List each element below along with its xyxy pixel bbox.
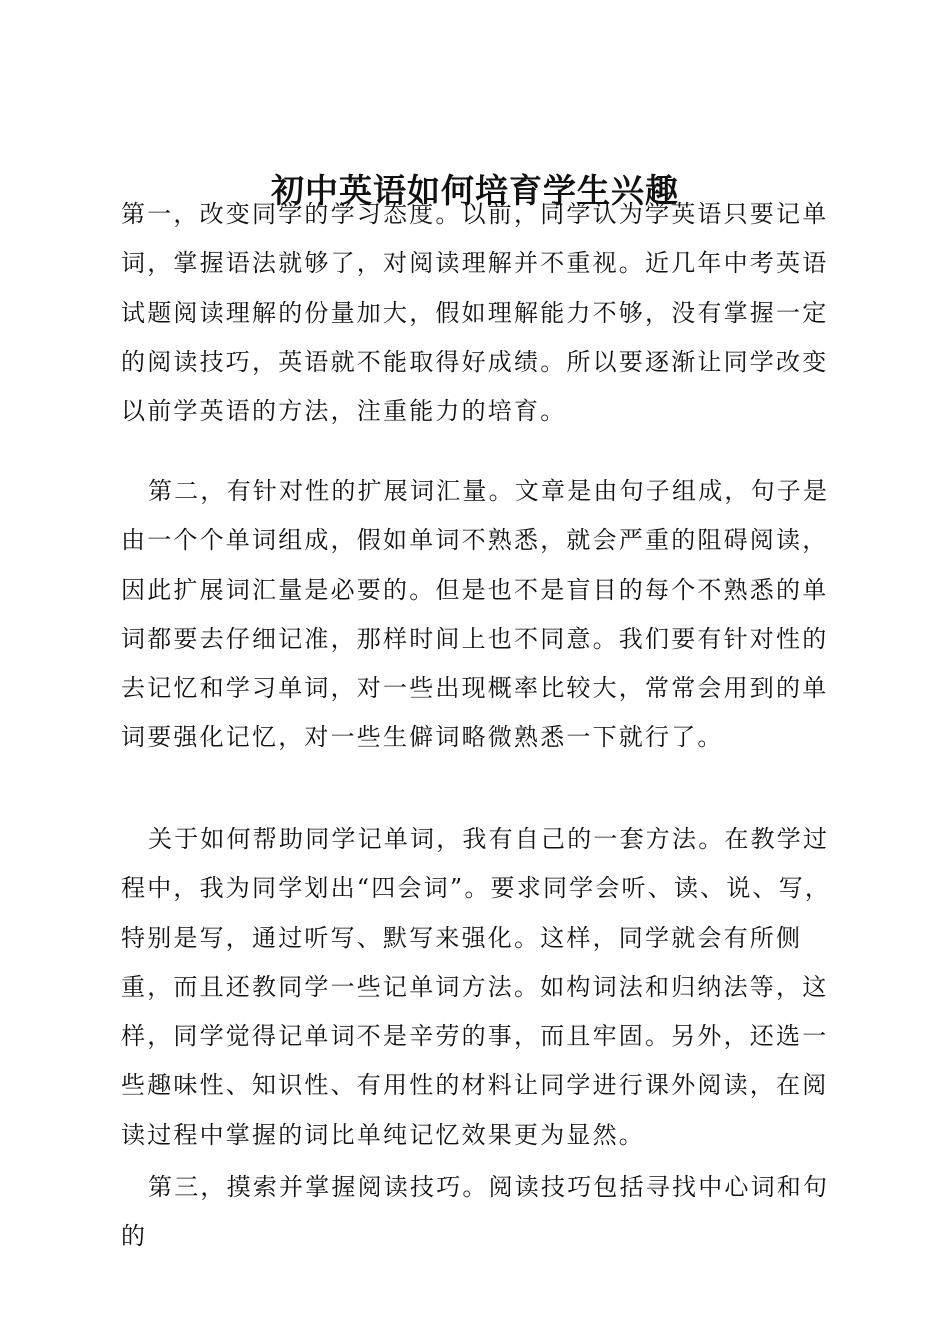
paragraph-4: 第三，摸索并掌握阅读技巧。阅读技巧包括寻找中心词和句的 (121, 1173, 830, 1251)
paragraph-2: 第二，有针对性的扩展词汇量。文章是由句子组成，句子是由一个个单词组成，假如单词不熟悉，就会严重的阻碍阅读，因此扩展词汇量是必要的。但是也不是盲目的每个不熟悉的单词都要去仔细记准，那样时间上也不同意。我们要有针对性的去记忆和学习单词，对一些出现概率比较大，常常会用到的单词要强化记忆，对一些生僻词略微熟悉一下就行了。 (121, 477, 830, 752)
paragraph-1: 第一，改变同学的学习态度。以前，同学认为学英语只要记单词，掌握语法就够了，对阅读理解并不重视。近几年中考英语试题阅读理解的份量加大，假如理解能力不够，没有掌握一定的阅读技巧，英语就不能取得好成绩。所以要逐渐让同学改变以前学英语的方法，注重能力的培育。 (121, 200, 829, 426)
paragraph-3: 关于如何帮助同学记单词，我有自己的一套方法。在教学过程中，我为同学划出“四会词”。要求同学会听、读、说、写，特别是写，通过听写、默写来强化。这样，同学就会有所侧重，而且还教同学一些记单词方法。如构词法和归纳法等，这样，同学觉得记单词不是辛劳的事，而且牢固。另外，还选一些趣味性、知识性、有用性的材料让同学进行课外阅读，在阅读过程中掌握的词比单纯记忆效果更为显然。 (121, 825, 832, 1149)
document-title: 初中英语如何培育学生兴趣 (271, 171, 679, 211)
